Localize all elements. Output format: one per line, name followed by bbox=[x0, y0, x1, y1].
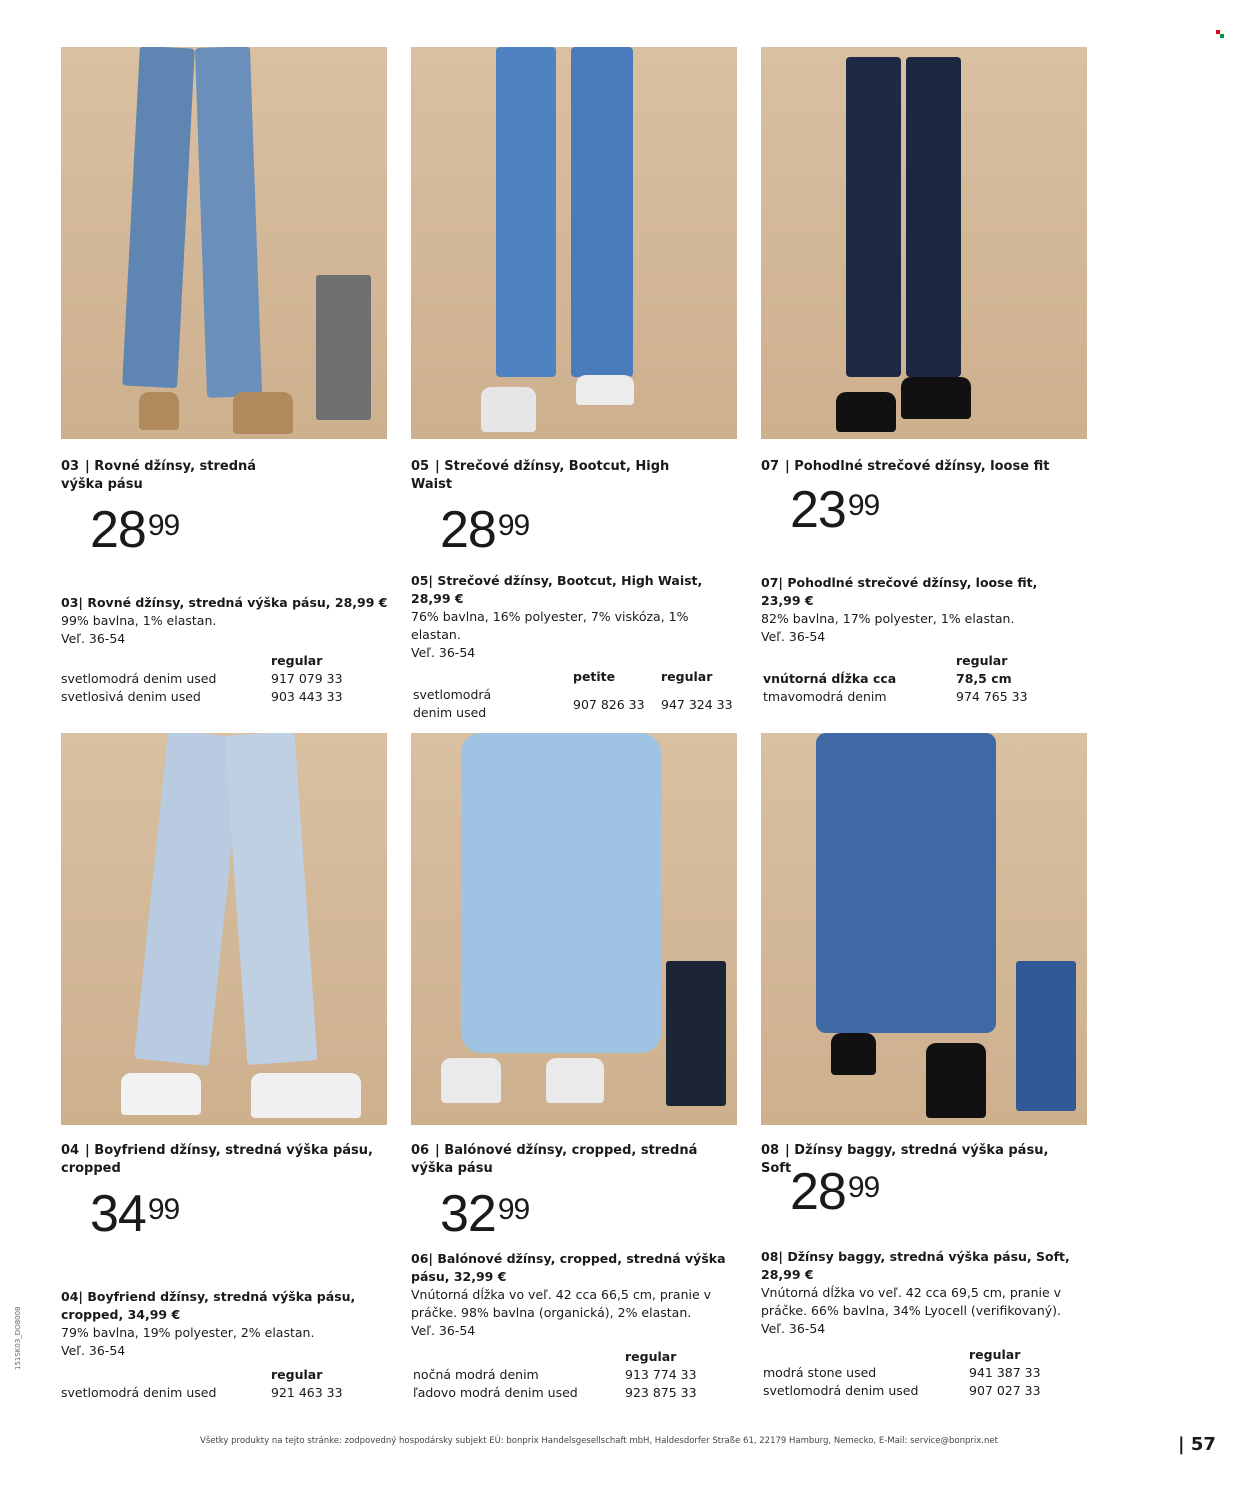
product-desc-04: 04| Boyfriend džínsy, stredná výška pásu, cropped, 34,99 € 79% bavlna, 19% polyester, 2% elastan. Veľ. 36-54 bbox=[61, 1289, 356, 1358]
product-title-06: 06 | Balónové džínsy, cropped, stredná výška pásu bbox=[411, 1143, 698, 1176]
product-desc-06: 06| Balónové džínsy, cropped, stredná výška pásu, 32,99 € Vnútorná dĺžka vo veľ. 42 cca 66,5 cm, pranie v práčke. 98% bavlna (organická), 2% elastan. Veľ. 36-54 bbox=[411, 1251, 726, 1338]
product-title-07: 07 | Pohodlné strečové džínsy, loose fit bbox=[761, 459, 1050, 474]
product-title-08: 08 | Džínsy baggy, stredná výška pásu, Soft bbox=[761, 1143, 1049, 1176]
product-photo-05 bbox=[411, 47, 737, 439]
price-05: $28^{99}$ bbox=[440, 501, 530, 559]
product-title-04: 04 | Boyfriend džínsy, stredná výška pásu, cropped bbox=[61, 1143, 373, 1176]
product-desc-08: 08| Džínsy baggy, stredná výška pásu, Soft, 28,99 € Vnútorná dĺžka vo veľ. 42 cca 69,5 cm, pranie v práčke. 66% bavlna, 34% Lyocell (verifikovaný). Veľ. 36-54 bbox=[761, 1249, 1070, 1336]
product-title-05: 05 | Strečové džínsy, Bootcut, High Waist bbox=[411, 459, 670, 492]
product-desc-05: 05| Strečové džínsy, Bootcut, High Waist, 28,99 € 76% bavlna, 16% polyester, 7% viskóza, 1% elastan. Veľ. 36-54 bbox=[411, 573, 703, 660]
price-07: $23^{99}$ bbox=[790, 481, 880, 539]
color-table-07: regular 78,5 cm vnútorná dĺžka cca tmavomodrá denim 974 765 33 bbox=[763, 653, 1028, 704]
product-desc-07: 07| Pohodlné strečové džínsy, loose fit, 23,99 € 82% bavlna, 17% polyester, 1% elastan. Veľ. 36-54 bbox=[761, 575, 1038, 644]
page-number: | 57 bbox=[1178, 1434, 1216, 1455]
product-photo-03 bbox=[61, 47, 387, 439]
color-table-04: regular svetlomodrá denim used 921 463 33 bbox=[61, 1367, 343, 1400]
product-photo-04 bbox=[61, 733, 387, 1125]
price-04: $34^{99}$ bbox=[90, 1185, 180, 1243]
color-table-08: regular modrá stone used 941 387 33 svetlomodrá denim used 907 027 33 bbox=[763, 1347, 1041, 1398]
legal-footer: Všetky produkty na tejto stránke: zodpovedný hospodársky subjekt EÚ: bonprix Handelsgesellschaft mbH, Haldesdorfer Straße 61, 22179 Hamburg, Nemecko, E-Mail: service@bonprix.net bbox=[200, 1436, 998, 1446]
price-08: $28^{99}$ bbox=[790, 1163, 880, 1221]
product-desc-03: 03| Rovné džínsy, stredná výška pásu, 28,99 € 99% bavlna, 1% elastan. Veľ. 36-54 bbox=[61, 595, 388, 646]
product-photo-06 bbox=[411, 733, 737, 1125]
product-photo-07 bbox=[761, 47, 1087, 439]
product-title-03: 03 | Rovné džínsy, stredná výška pásu bbox=[61, 459, 257, 492]
product-photo-08 bbox=[761, 733, 1087, 1125]
catalog-code: 151SK03_DO8008 bbox=[14, 1306, 22, 1370]
price-06: $32^{99}$ bbox=[440, 1185, 530, 1243]
color-table-06: regular nočná modrá denim 913 774 33 ľadovo modrá denim used 923 875 33 bbox=[413, 1349, 697, 1400]
price-03: $28^{99}$ bbox=[90, 501, 180, 559]
brand-logo-icon bbox=[1216, 30, 1224, 38]
color-table-03: regular svetlomodrá denim used 917 079 33 svetlosivá denim used 903 443 33 bbox=[61, 653, 343, 704]
color-table-05: petite regular svetlomodrá denim used 907 826 33 947 324 33 bbox=[413, 669, 733, 720]
